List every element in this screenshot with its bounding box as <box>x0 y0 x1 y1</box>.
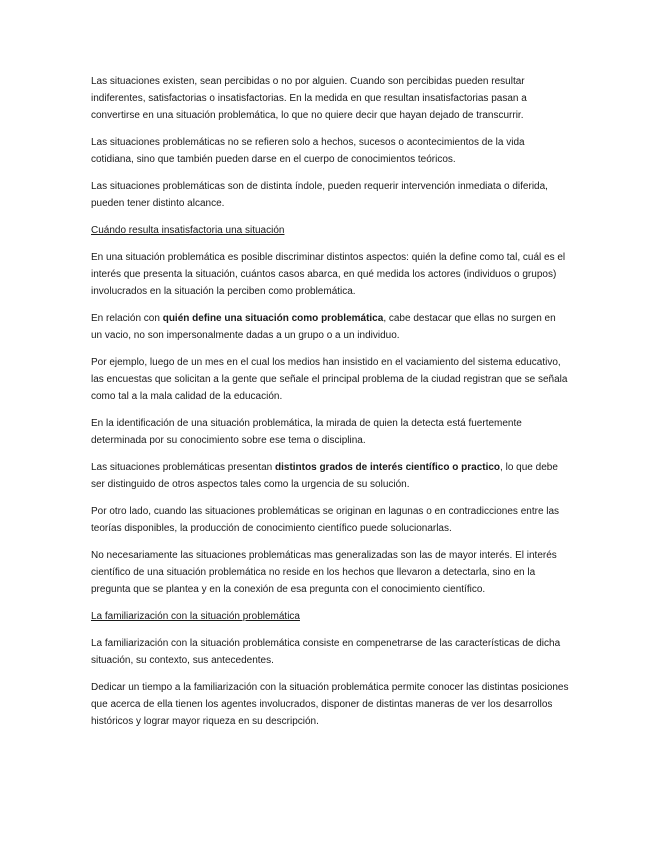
section-heading-1: Cuándo resulta insatisfactoria una situación <box>91 225 285 236</box>
section-heading-2: La familiarización con la situación problemática <box>91 611 300 622</box>
paragraph-2: Las situaciones problemáticas no se refieren solo a hechos, sucesos o acontecimientos de la vida cotidiana, sino que también pueden darse en el cuerpo de conocimientos teóricos. <box>91 137 525 165</box>
document-body <box>91 73 569 740</box>
paragraph-12: Dedicar un tiempo a la familiarización con la situación problemática permite conocer las distintas posiciones que acerca de ella tienen los agentes involucrados, disponer de distintas maneras de ver los desarrollos históricos y lograr mayor riqueza en su descripción. <box>91 682 569 727</box>
paragraph-5-text-after: , cabe destacar que ellas no surgen en un vacio, no son impersonalmente dadas a un grupo o a un individuo. <box>91 313 556 341</box>
paragraph-8 <box>91 459 569 493</box>
paragraph-8-bold-phrase: distintos grados de interés científico o practico <box>275 462 501 473</box>
paragraph-3: Las situaciones problemáticas son de distinta índole, pueden requerir intervención inmediata o diferida, pueden tener distinto alcance. <box>91 181 548 209</box>
paragraph-8-text-after: , lo que debe ser distinguido de otros aspectos tales como la urgencia de su solución. <box>91 462 558 490</box>
paragraph-10: No necesariamente las situaciones problemáticas mas generalizadas son las de mayor interés. El interés científico de una situación problemática no reside en los hechos que llevaron a detectarla, sino en la pregunta que se plantea y en la conexión de esa pregunta con el conocimiento científico. <box>91 550 557 595</box>
paragraph-5-bold-phrase: quién define una situación como problemática <box>162 313 384 324</box>
paragraph-7: En la identificación de una situación problemática, la mirada de quien la detecta está fuertemente determinada por su conocimiento sobre ese tema o disciplina. <box>91 418 522 446</box>
paragraph-9: Por otro lado, cuando las situaciones problemáticas se originan en lagunas o en contradicciones entre las teorías disponibles, la producción de conocimiento científico puede solucionarlas. <box>91 506 560 534</box>
paragraph-5-text-before: En relación con <box>91 313 163 324</box>
paragraph-5 <box>91 310 569 344</box>
paragraph-1: Las situaciones existen, sean percibidas o no por alguien. Cuando son percibidas pueden resultar indiferentes, satisfactorias o insatisfactorias. En la medida en que resultan insatisfactorias pasan a convertirse en una situación problemática, lo que no quiere decir que hayan dejado de transcurrir. <box>91 76 527 121</box>
paragraph-8-text-before: Las situaciones problemáticas presentan <box>91 462 275 473</box>
paragraph-4: En una situación problemática es posible discriminar distintos aspectos: quién la define como tal, cuál es el interés que presenta la situación, cuántos casos abarca, en qué medida los actores (individuos o grupos) involucrados en la situación la perciben como problemática. <box>91 252 566 297</box>
paragraph-11: La familiarización con la situación problemática consiste en compenetrarse de las características de dicha situación, su contexto, sus antecedentes. <box>91 638 561 666</box>
paragraph-6: Por ejemplo, luego de un mes en el cual los medios han insistido en el vaciamiento del sistema educativo, las encuestas que solicitan a la gente que señale el principal problema de la ciudad registran que se señala como tal a la mala calidad de la educación. <box>91 357 568 402</box>
